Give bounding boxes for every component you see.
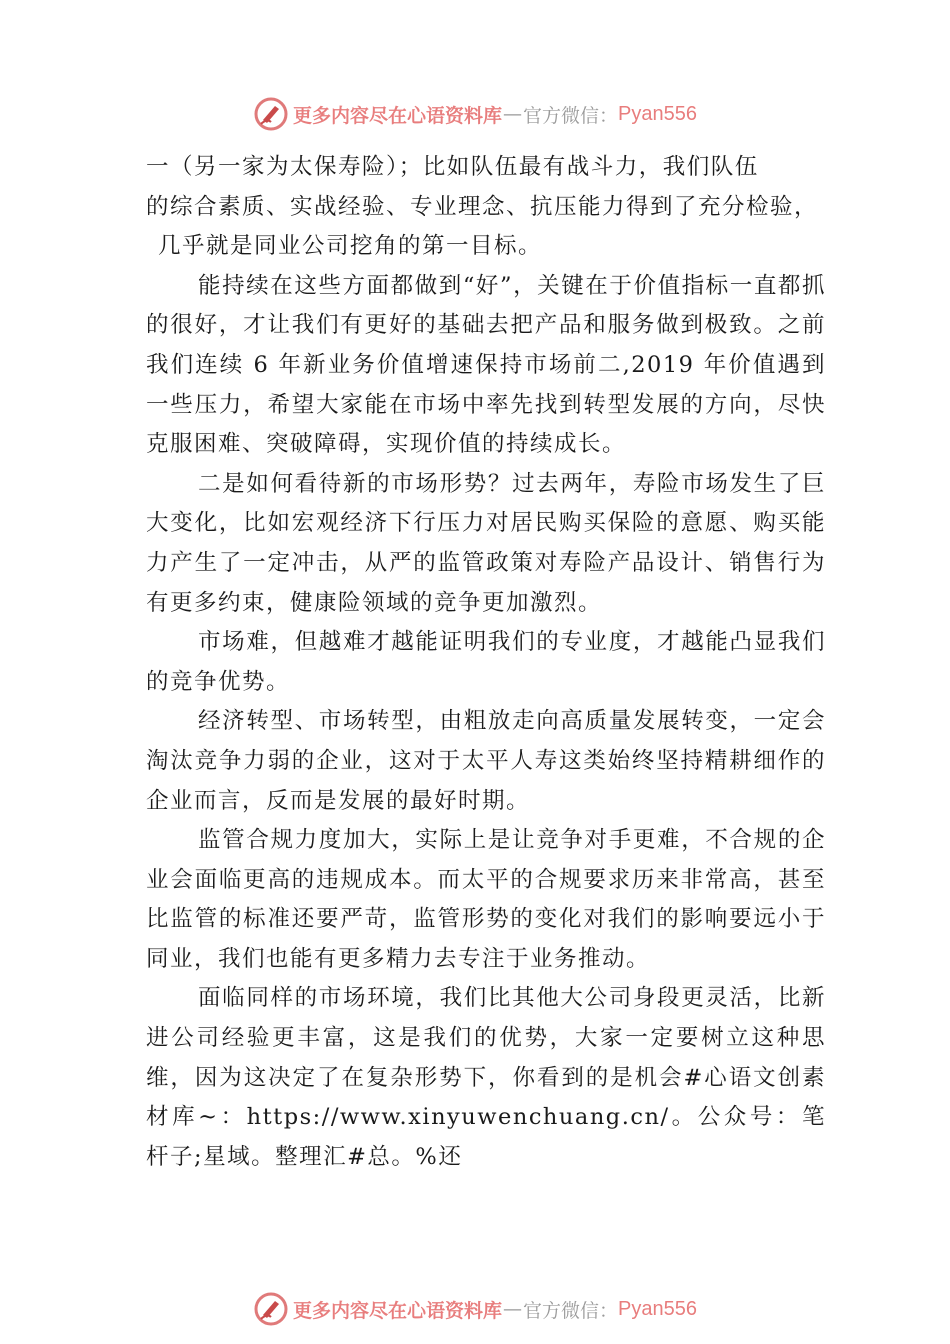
text-line: 一（另一家为太保寿险）；比如队伍最有战斗力，我们队伍	[146, 154, 759, 180]
paragraph: 面临同样的市场环境，我们比其他大公司身段更灵活，比新进公司经验更丰富，这是我们的优势，大家一定要树立这种思维，因为这决定了在复杂形势下，你看到的是机会#心语文创素材库~：https://www.xinyuwenchuang.cn/。公众号：笔杆子;星域。整理汇#总。%还	[146, 985, 826, 1170]
footer-separator: —	[503, 1298, 523, 1320]
header-wechat-label: 官方微信：	[523, 104, 619, 127]
footer-banner	[0, 1289, 950, 1329]
paragraph: 监管合规力度加大，实际上是让竞争对手更难，不合规的企业会面临更高的违规成本。而太平的合规要求历来非常高，甚至比监管的标准还要严苛，监管形势的变化对我们的影响要远小于同业，我们也能有更多精力去专注于业务推动。	[146, 827, 826, 972]
header-brand-text: 更多内容尽在心语资料库	[293, 104, 503, 127]
header-separator: —	[503, 103, 523, 125]
brand-logo-icon	[253, 96, 289, 132]
footer-wechat-label: 官方微信：	[523, 1299, 619, 1322]
header-banner	[0, 94, 950, 134]
paragraph: 市场难，但越难才越能证明我们的专业度，才越能凸显我们的竞争优势。	[146, 629, 826, 695]
footer-brand-text: 更多内容尽在心语资料库	[293, 1299, 503, 1322]
footer-wechat-id: Pyan556	[618, 1297, 697, 1320]
paragraph: 经济转型、市场转型，由粗放走向高质量发展转变，一定会淘汰竞争力弱的企业，这对于太平人寿这类始终坚持精耕细作的企业而言，反而是发展的最好时期。	[146, 708, 826, 814]
header-wechat-id: Pyan556	[618, 102, 697, 125]
paragraph: 二是如何看待新的市场形势？过去两年，寿险市场发生了巨大变化，比如宏观经济下行压力对居民购买保险的意愿、购买能力产生了一定冲击，从严的监管政策对寿险产品设计、销售行为有更多约束，健康险领域的竞争更加激烈。	[146, 470, 826, 616]
text-line: 的综合素质、实战经验、专业理念、抗压能力得到了充分检验，	[146, 193, 819, 220]
text-line: 几乎就是同业公司挖角的第一目标。	[158, 233, 543, 260]
brand-logo-icon	[253, 1291, 289, 1327]
paragraph: 能持续在这些方面都做到“好”，关键在于价值指标一直都抓的很好，才让我们有更好的基础去把产品和服务做到极致。之前我们连续 6 年新业务价值增速保持市场前二,2019 年价值遇到一些压力，希望大家能在市场中率先找到转型发展的方向，尽快克服困难、突破障碍，实现价值的持续成长。	[146, 272, 826, 458]
document-body	[146, 148, 826, 1177]
